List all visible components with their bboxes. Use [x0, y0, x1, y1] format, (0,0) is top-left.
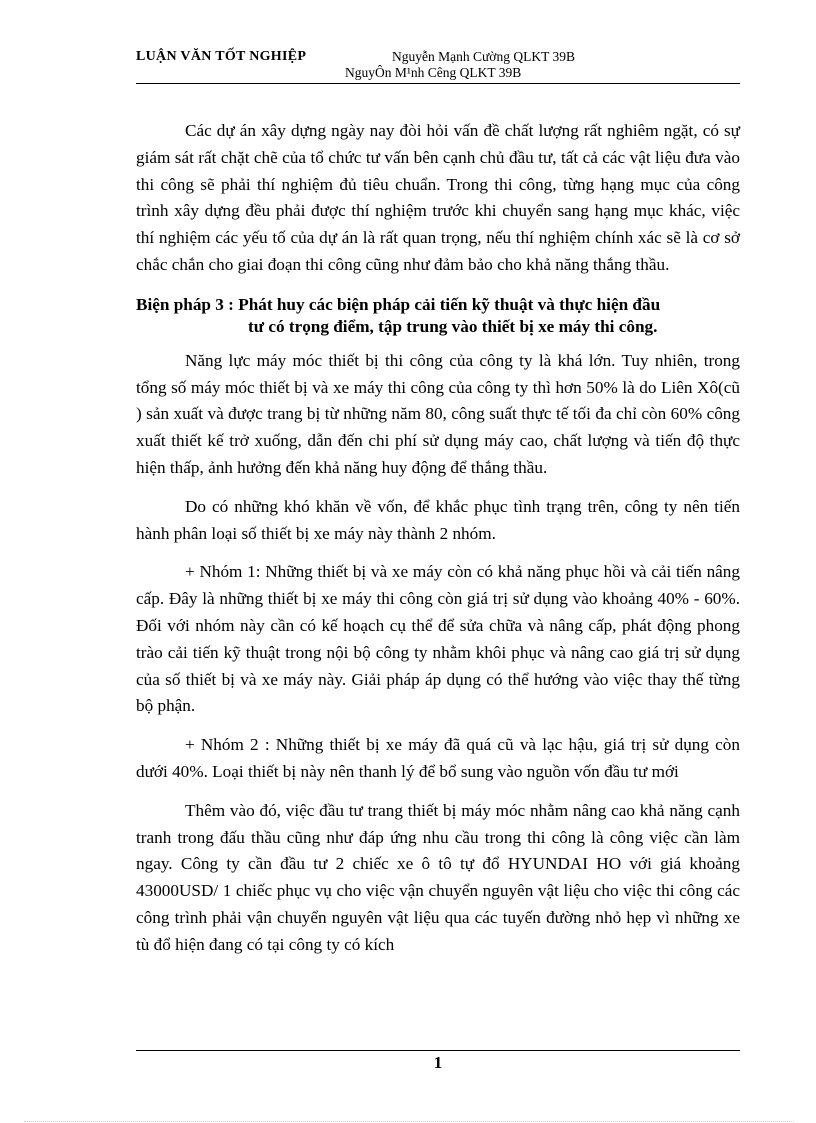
author-line: Nguyễn Mạnh Cường QLKT 39B: [392, 49, 575, 64]
paragraph-group-1: + Nhóm 1: Những thiết bị và xe máy còn có khả năng phục hồi và cải tiến nâng cấp. Đây là những thiết bị xe máy thi công còn giá trị sử dụng vào khoảng 40% - 60%. Đối với nhóm này cần có kế hoạch cụ thể để sửa chữa và nâng cấp, phát động phong trào cải tiến kỹ thuật trong nội bộ công ty nhằm khôi phục và nâng cao giá trị sử dụng của số thiết bị và xe máy này. Giải pháp áp dụng có thể hướng vào việc thay thế từng bộ phận.: [136, 562, 740, 716]
heading-line-1: Biện pháp 3 : Phát huy các biện pháp cải tiến kỹ thuật và thực hiện đầu: [136, 294, 661, 314]
paragraph-investment: Thêm vào đó, việc đầu tư trang thiết bị máy móc nhằm nâng cao khả năng cạnh tranh trong đấu thầu cũng như đáp ứng nhu cầu trong thi công là công việc cần làm ngay. Công ty cần đầu tư 2 chiếc xe ô tô tự đổ HYUNDAI HO với giá khoảng 43000USD/ 1 chiếc phục vụ cho việc vận chuyển nguyên vật liệu cho việc thi công các công trình phải vận chuyển nguyên vật liệu qua các tuyến đường nhỏ hẹp vì những xe tù đổ hiện đang có tại công ty có kích: [136, 800, 740, 954]
heading-line-2: tư có trọng điểm, tập trung vào thiết bị xe máy thi công.: [248, 316, 658, 336]
thesis-title: LUẬN VĂN TỐT NGHIỆP: [136, 49, 307, 64]
document-body: [136, 118, 740, 959]
page-number: 1: [433, 1053, 443, 1072]
author-line-legacy-encoding: NguyÔn M¹nh Cêng QLKT 39B: [345, 65, 522, 80]
header-divider: [136, 83, 740, 84]
page-bottom-edge: [24, 1121, 794, 1122]
paragraph-capacity: Năng lực máy móc thiết bị thi công của công ty là khá lớn. Tuy nhiên, trong tổng số máy móc thiết bị và xe máy thi công của công ty thì hơn 50% là do Liên Xô(cũ ) sản xuất và được trang bị từ những năm 80, công suất thực tế tối đa chỉ còn 60% công xuất thiết kế trở xuống, dẫn đến chi phí sử dụng máy cao, chất lượng và tiến độ thực hiện thấp, ảnh hưởng đến khả năng huy động để thắng thầu.: [136, 350, 740, 477]
paragraph-capital: Do có những khó khăn về vốn, để khắc phục tình trạng trên, công ty nên tiến hành phân loại số thiết bị xe máy này thành 2 nhóm.: [136, 496, 740, 543]
page-header: [136, 49, 740, 85]
section-heading: [136, 294, 740, 338]
paragraph-intro: Các dự án xây dựng ngày nay đòi hỏi vấn đề chất lượng rất nghiêm ngặt, có sự giám sát rất chặt chẽ của tổ chức tư vấn bên cạnh chủ đầu tư, tất cả các vật liệu đưa vào thi công sẽ phải thí nghiệm đủ tiêu chuẩn. Trong thi công, từng hạng mục của công trình xây dựng đều phải được thí nghiệm trước khi chuyển sang hạng mục khác, việc thí nghiệm các yếu tố của dự án là rất quan trọng, nếu thí nghiệm chính xác sẽ là cơ sở chắc chắn cho giai đoạn thi công cũng như đảm bảo cho khả năng thắng thầu.: [136, 121, 740, 274]
paragraph-group-2: + Nhóm 2 : Những thiết bị xe máy đã quá cũ và lạc hậu, giá trị sử dụng còn dưới 40%. Loại thiết bị này nên thanh lý để bổ sung vào nguồn vốn đầu tư mới: [136, 735, 740, 781]
footer-divider: [136, 1050, 740, 1051]
